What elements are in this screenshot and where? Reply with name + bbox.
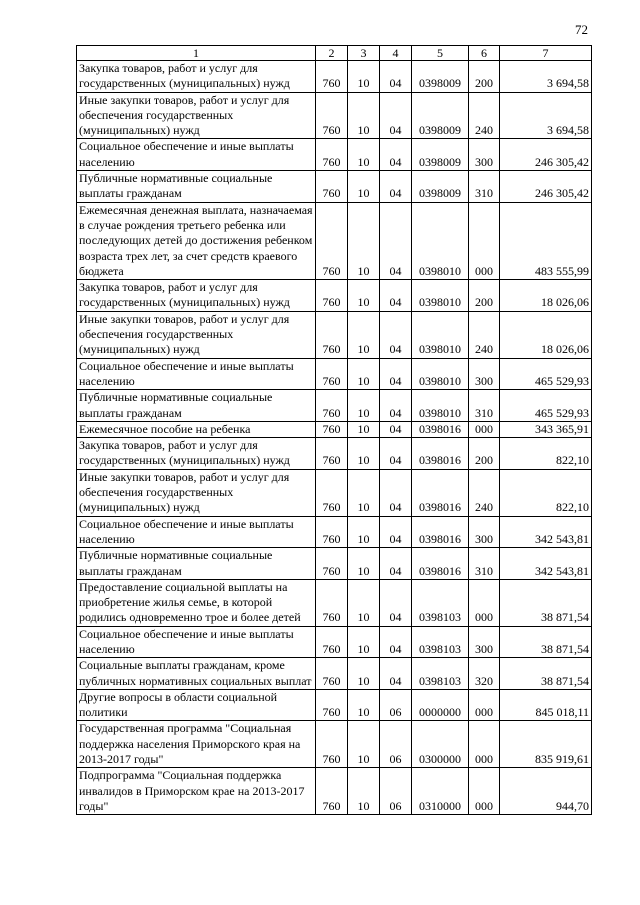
row-name: Ежемесячная денежная выплата, назначаемая в случае рождения третьего ребенка или последующих детей до достижения ребенком возраста трех лет, за счет средств краевого бюджета bbox=[77, 202, 316, 279]
row-pr: 04 bbox=[380, 311, 412, 358]
row-ved: 760 bbox=[316, 61, 348, 93]
row-vr: 200 bbox=[469, 280, 500, 312]
row-name: Социальное обеспечение и иные выплаты населению bbox=[77, 358, 316, 390]
row-csr: 0398010 bbox=[412, 390, 469, 422]
row-ved: 760 bbox=[316, 689, 348, 721]
row-pr: 04 bbox=[380, 202, 412, 279]
table-row bbox=[77, 438, 592, 470]
row-rz: 10 bbox=[348, 311, 380, 358]
row-name: Иные закупки товаров, работ и услуг для обеспечения государственных (муниципальных) нужд bbox=[77, 469, 316, 516]
row-csr: 0000000 bbox=[412, 689, 469, 721]
row-rz: 10 bbox=[348, 626, 380, 658]
row-pr: 06 bbox=[380, 689, 412, 721]
table-row bbox=[77, 469, 592, 516]
row-ved: 760 bbox=[316, 548, 348, 580]
row-sum: 342 543,81 bbox=[500, 548, 592, 580]
row-vr: 000 bbox=[469, 689, 500, 721]
table-row bbox=[77, 390, 592, 422]
row-ved: 760 bbox=[316, 469, 348, 516]
row-ved: 760 bbox=[316, 171, 348, 203]
row-rz: 10 bbox=[348, 421, 380, 437]
row-ved: 760 bbox=[316, 92, 348, 139]
row-sum: 343 365,91 bbox=[500, 421, 592, 437]
row-name: Закупка товаров, работ и услуг для государственных (муниципальных) нужд bbox=[77, 438, 316, 470]
table-row bbox=[77, 280, 592, 312]
row-ved: 760 bbox=[316, 768, 348, 815]
row-pr: 04 bbox=[380, 421, 412, 437]
row-csr: 0310000 bbox=[412, 768, 469, 815]
row-pr: 06 bbox=[380, 768, 412, 815]
row-pr: 04 bbox=[380, 358, 412, 390]
row-rz: 10 bbox=[348, 548, 380, 580]
row-csr: 0398103 bbox=[412, 626, 469, 658]
row-rz: 10 bbox=[348, 516, 380, 548]
row-pr: 04 bbox=[380, 390, 412, 422]
row-rz: 10 bbox=[348, 658, 380, 690]
row-vr: 000 bbox=[469, 202, 500, 279]
row-rz: 10 bbox=[348, 768, 380, 815]
header-cell: 6 bbox=[469, 46, 500, 61]
row-ved: 760 bbox=[316, 139, 348, 171]
row-csr: 0398103 bbox=[412, 658, 469, 690]
row-csr: 0398016 bbox=[412, 469, 469, 516]
row-pr: 04 bbox=[380, 139, 412, 171]
row-ved: 760 bbox=[316, 438, 348, 470]
row-vr: 300 bbox=[469, 139, 500, 171]
row-ved: 760 bbox=[316, 658, 348, 690]
table-row bbox=[77, 171, 592, 203]
table-row bbox=[77, 768, 592, 815]
table-row bbox=[77, 658, 592, 690]
row-pr: 04 bbox=[380, 548, 412, 580]
row-name: Публичные нормативные социальные выплаты гражданам bbox=[77, 548, 316, 580]
table-row bbox=[77, 139, 592, 171]
row-name: Подпрограмма "Социальная поддержка инвалидов в Приморском крае на 2013-2017 годы" bbox=[77, 768, 316, 815]
row-name: Другие вопросы в области социальной политики bbox=[77, 689, 316, 721]
row-csr: 0398010 bbox=[412, 311, 469, 358]
row-vr: 200 bbox=[469, 438, 500, 470]
row-sum: 822,10 bbox=[500, 469, 592, 516]
row-ved: 760 bbox=[316, 626, 348, 658]
row-sum: 465 529,93 bbox=[500, 358, 592, 390]
row-name: Ежемесячное пособие на ребенка bbox=[77, 421, 316, 437]
row-sum: 246 305,42 bbox=[500, 139, 592, 171]
row-csr: 0398009 bbox=[412, 139, 469, 171]
header-cell: 7 bbox=[500, 46, 592, 61]
row-rz: 10 bbox=[348, 61, 380, 93]
row-name: Социальное обеспечение и иные выплаты населению bbox=[77, 139, 316, 171]
row-ved: 760 bbox=[316, 421, 348, 437]
row-csr: 0398103 bbox=[412, 579, 469, 626]
header-row bbox=[77, 46, 592, 61]
row-sum: 38 871,54 bbox=[500, 658, 592, 690]
row-name: Иные закупки товаров, работ и услуг для обеспечения государственных (муниципальных) нужд bbox=[77, 92, 316, 139]
row-pr: 04 bbox=[380, 280, 412, 312]
row-sum: 342 543,81 bbox=[500, 516, 592, 548]
row-ved: 760 bbox=[316, 721, 348, 768]
row-pr: 04 bbox=[380, 61, 412, 93]
row-csr: 0398016 bbox=[412, 421, 469, 437]
row-pr: 04 bbox=[380, 626, 412, 658]
row-rz: 10 bbox=[348, 92, 380, 139]
row-name: Социальное обеспечение и иные выплаты населению bbox=[77, 626, 316, 658]
row-rz: 10 bbox=[348, 469, 380, 516]
row-csr: 0398016 bbox=[412, 516, 469, 548]
row-name: Публичные нормативные социальные выплаты гражданам bbox=[77, 390, 316, 422]
table-row bbox=[77, 721, 592, 768]
row-csr: 0398010 bbox=[412, 202, 469, 279]
row-ved: 760 bbox=[316, 516, 348, 548]
row-sum: 3 694,58 bbox=[500, 92, 592, 139]
row-vr: 310 bbox=[469, 171, 500, 203]
header-cell: 3 bbox=[348, 46, 380, 61]
row-sum: 38 871,54 bbox=[500, 626, 592, 658]
row-pr: 04 bbox=[380, 579, 412, 626]
row-name: Социальные выплаты гражданам, кроме публичных нормативных социальных выплат bbox=[77, 658, 316, 690]
row-pr: 06 bbox=[380, 721, 412, 768]
page-number: 72 bbox=[575, 22, 588, 37]
row-sum: 483 555,99 bbox=[500, 202, 592, 279]
row-vr: 200 bbox=[469, 61, 500, 93]
row-ved: 760 bbox=[316, 579, 348, 626]
row-name: Публичные нормативные социальные выплаты гражданам bbox=[77, 171, 316, 203]
row-csr: 0398010 bbox=[412, 280, 469, 312]
table-row bbox=[77, 358, 592, 390]
row-vr: 240 bbox=[469, 92, 500, 139]
table-row bbox=[77, 579, 592, 626]
table-row bbox=[77, 202, 592, 279]
table-row bbox=[77, 311, 592, 358]
row-sum: 822,10 bbox=[500, 438, 592, 470]
row-vr: 240 bbox=[469, 311, 500, 358]
table-row bbox=[77, 516, 592, 548]
row-name: Иные закупки товаров, работ и услуг для обеспечения государственных (муниципальных) нужд bbox=[77, 311, 316, 358]
row-vr: 300 bbox=[469, 358, 500, 390]
row-rz: 10 bbox=[348, 438, 380, 470]
row-vr: 000 bbox=[469, 721, 500, 768]
row-vr: 000 bbox=[469, 768, 500, 815]
row-pr: 04 bbox=[380, 171, 412, 203]
row-name: Социальное обеспечение и иные выплаты населению bbox=[77, 516, 316, 548]
row-pr: 04 bbox=[380, 658, 412, 690]
row-rz: 10 bbox=[348, 721, 380, 768]
row-pr: 04 bbox=[380, 438, 412, 470]
row-sum: 835 919,61 bbox=[500, 721, 592, 768]
row-rz: 10 bbox=[348, 390, 380, 422]
row-pr: 04 bbox=[380, 516, 412, 548]
row-rz: 10 bbox=[348, 689, 380, 721]
row-name: Предоставление социальной выплаты на приобретение жилья семье, в которой родились одновременно трое и более детей bbox=[77, 579, 316, 626]
table-row bbox=[77, 61, 592, 93]
row-sum: 246 305,42 bbox=[500, 171, 592, 203]
row-name: Закупка товаров, работ и услуг для государственных (муниципальных) нужд bbox=[77, 280, 316, 312]
row-ved: 760 bbox=[316, 202, 348, 279]
row-ved: 760 bbox=[316, 390, 348, 422]
row-sum: 465 529,93 bbox=[500, 390, 592, 422]
row-rz: 10 bbox=[348, 358, 380, 390]
row-name: Закупка товаров, работ и услуг для государственных (муниципальных) нужд bbox=[77, 61, 316, 93]
header-cell: 5 bbox=[412, 46, 469, 61]
row-csr: 0398009 bbox=[412, 61, 469, 93]
row-ved: 760 bbox=[316, 311, 348, 358]
row-vr: 300 bbox=[469, 626, 500, 658]
row-vr: 310 bbox=[469, 390, 500, 422]
row-sum: 18 026,06 bbox=[500, 280, 592, 312]
row-csr: 0398016 bbox=[412, 548, 469, 580]
row-rz: 10 bbox=[348, 280, 380, 312]
row-ved: 760 bbox=[316, 280, 348, 312]
row-sum: 845 018,11 bbox=[500, 689, 592, 721]
row-vr: 240 bbox=[469, 469, 500, 516]
header-cell: 4 bbox=[380, 46, 412, 61]
row-rz: 10 bbox=[348, 579, 380, 626]
row-sum: 3 694,58 bbox=[500, 61, 592, 93]
row-ved: 760 bbox=[316, 358, 348, 390]
row-rz: 10 bbox=[348, 202, 380, 279]
header-cell: 1 bbox=[77, 46, 316, 61]
budget-table bbox=[76, 45, 592, 815]
row-csr: 0398010 bbox=[412, 358, 469, 390]
row-csr: 0300000 bbox=[412, 721, 469, 768]
table-row bbox=[77, 689, 592, 721]
row-vr: 300 bbox=[469, 516, 500, 548]
table-row bbox=[77, 92, 592, 139]
row-csr: 0398009 bbox=[412, 171, 469, 203]
row-name: Государственная программа "Социальная поддержка населения Приморского края на 2013-2017 годы" bbox=[77, 721, 316, 768]
row-rz: 10 bbox=[348, 171, 380, 203]
table-row bbox=[77, 548, 592, 580]
header-cell: 2 bbox=[316, 46, 348, 61]
row-vr: 000 bbox=[469, 421, 500, 437]
row-sum: 18 026,06 bbox=[500, 311, 592, 358]
table-row bbox=[77, 626, 592, 658]
row-pr: 04 bbox=[380, 92, 412, 139]
row-vr: 310 bbox=[469, 548, 500, 580]
row-rz: 10 bbox=[348, 139, 380, 171]
row-csr: 0398009 bbox=[412, 92, 469, 139]
row-vr: 320 bbox=[469, 658, 500, 690]
row-vr: 000 bbox=[469, 579, 500, 626]
row-sum: 38 871,54 bbox=[500, 579, 592, 626]
row-pr: 04 bbox=[380, 469, 412, 516]
row-csr: 0398016 bbox=[412, 438, 469, 470]
row-sum: 944,70 bbox=[500, 768, 592, 815]
table-row bbox=[77, 421, 592, 437]
